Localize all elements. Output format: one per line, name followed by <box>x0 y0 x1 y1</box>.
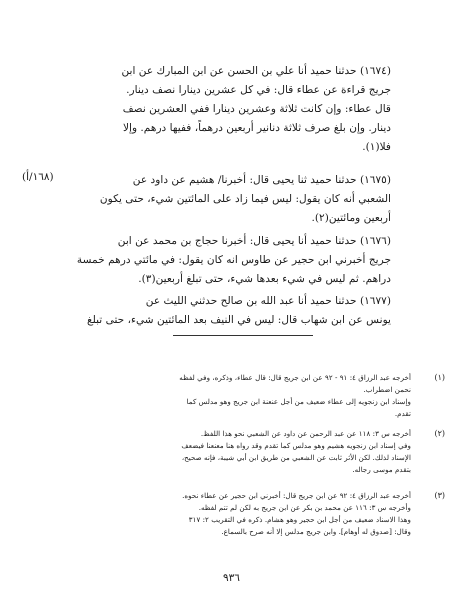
hadith-1677 <box>71 292 391 330</box>
footnote-line: تقدم. <box>394 409 411 418</box>
hadith-line: قال عطاء: وإن كانت ثلاثة وعشرين دينارا ففي العشرين نصف <box>122 103 391 115</box>
footnote-line: نحمن اضطراب. <box>363 385 411 394</box>
hadith-line: دينار. وإن بلغ صرف ثلاثة دنانير أربعين درهماً، ففيها درهم. وإلا <box>122 122 391 134</box>
hadith-line: يونس عن ابن شهاب قال: ليس في النيف بعد المائتين شيء، حتى تبلغ <box>86 314 391 326</box>
hadith-line: الشعبي أنه كان يقول: ليس فيما زاد على المائتين شيء، حتى يكون <box>99 193 391 205</box>
footnote-line: وفي إسناد ابن زنجويه هشيم وهو مدلس كما تقدم وقد رواه هنا معنعنا فيضعف <box>181 441 411 450</box>
footnote-line: بتقدم موسى رجاله. <box>352 465 411 474</box>
margin-folio-ref: (١٦٨/أ) <box>22 171 54 183</box>
hadith-1674 <box>71 62 391 157</box>
footnote-line: وهذا الاسناد ضعيف من أجل ابن حجير وهو هشام. ذكره في التقريب ٢: ٣١٧ <box>188 515 411 524</box>
footnote-2 <box>71 428 445 476</box>
hadith-line: (١٦٧٧) حدثنا حميد أنا عبد الله بن صالح حدثني الليث عن <box>145 295 391 307</box>
hadith-1675 <box>71 171 391 228</box>
footnote-line: أخرجه س ٣: ١١٨ عن عبد الرحمن عن داود عن الشعبي نحو هذا اللفظ. <box>200 429 411 438</box>
footnote-line: أخرجه عبد الرزاق ٤: ٩١ - ٩٢ عن ابن جريج قال: قال عطاء، وذكره، وفي لفظه <box>179 373 411 382</box>
hadith-line: فلا(١). <box>362 141 391 153</box>
hadith-line: أربعين ومائتين(٢). <box>311 212 391 224</box>
hadith-1676 <box>71 232 391 289</box>
footnote-3 <box>71 490 445 538</box>
footnote-number: (٢) <box>434 429 445 438</box>
footnote-line: الإسناد لذلك. لكن الأثر ثابت عن الشعبي من طريق ابن أبي شيبة، فإنه صحيح، <box>181 453 411 462</box>
footnote-divider <box>173 335 313 336</box>
footnote-line: وأخرجه س ٣: ١١٦ عن محمد بن بكر عن ابن جريج به لكن لم تتم لفظه. <box>198 503 411 512</box>
page-number: ٩٣٦ <box>223 572 240 584</box>
hadith-line: جريج أخبرني ابن حجير عن طاوس انه كان يقول: في مائتي درهم خمسة <box>76 254 391 266</box>
footnote-number: (٣) <box>434 491 445 500</box>
hadith-line: جريج قراءة عن عطاء قال: في كل عشرين دينارا نصف دينار. <box>126 84 391 96</box>
hadith-line: (١٦٧٦) حدثنا حميد أنا يحيى قال: أخبرنا حجاج بن محمد عن ابن <box>117 235 391 247</box>
hadith-line: (١٦٧٤) حدثنا حميد أنا علي بن الحسن عن ابن المبارك عن ابن <box>121 65 391 77</box>
footnote-1 <box>71 372 445 420</box>
hadith-line: دراهم. ثم ليس في شيء بعدها شيء، حتى تبلغ أربعين(٣). <box>138 273 391 285</box>
footnote-line: وقال: [صدوق له أوهام]. وابن جريج مدلس إلا أنه صرح بالسماع. <box>221 527 411 536</box>
footnote-line: أخرجه عبد الرزاق ٤: ٩٢ عن ابن جريج قال: أخبرني ابن حجير عن عطاء نحوه. <box>182 491 411 500</box>
footnote-line: وإسناد ابن زنجويه إلى عطاء ضعيف من أجل عنعنة ابن جريج وهو مدلس كما <box>186 397 411 406</box>
hadith-line: (١٦٧٥) حدثنا حميد ثنا يحيى قال: أخبرنا/ هشيم عن داود عن <box>132 174 391 186</box>
footnote-number: (١) <box>434 373 445 382</box>
